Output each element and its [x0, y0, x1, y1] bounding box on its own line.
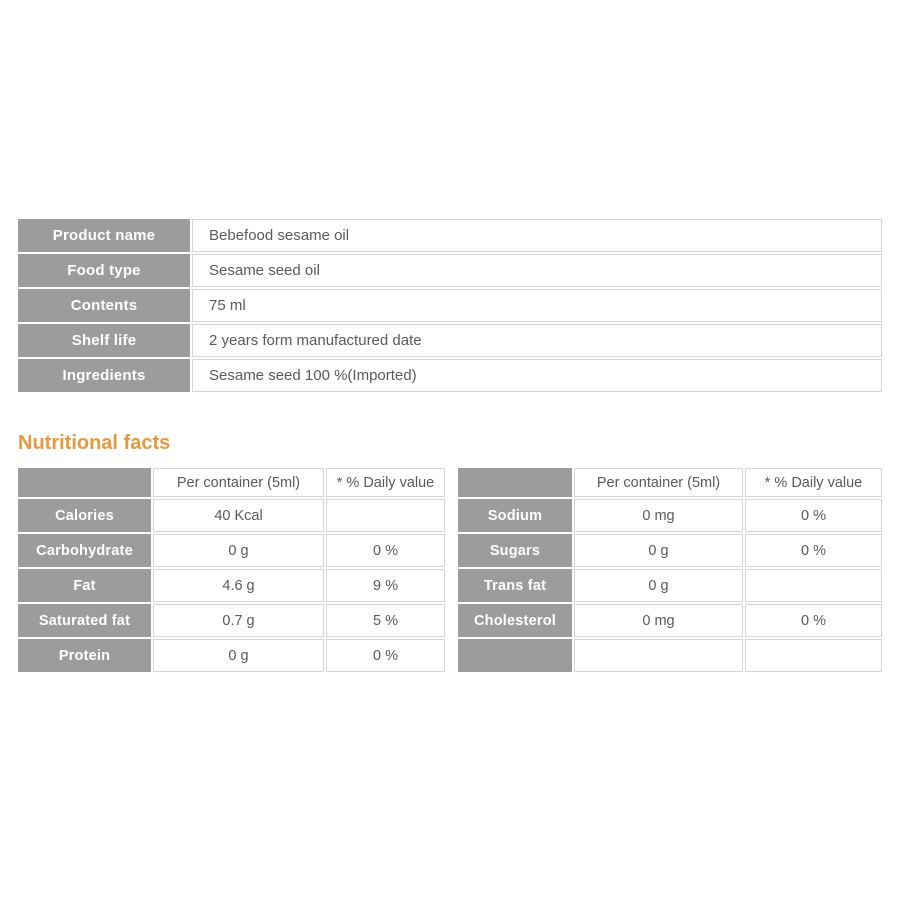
per-container-value: [574, 639, 743, 672]
nutrition-table-left: [16, 466, 447, 674]
row-value: 2 years form manufactured date: [192, 324, 882, 357]
daily-value: 0 %: [745, 604, 882, 637]
column-header-per-container: Per container (5ml): [574, 468, 743, 497]
nutrition-row: [458, 534, 882, 567]
nutrition-row-label: Calories: [18, 499, 151, 532]
nutrition-row-label: Sugars: [458, 534, 572, 567]
nutrition-row: [18, 534, 445, 567]
daily-value: 0 %: [745, 534, 882, 567]
column-header-daily-value: * % Daily value: [745, 468, 882, 497]
per-container-value: 0 mg: [574, 499, 743, 532]
column-header-per-container: Per container (5ml): [153, 468, 324, 497]
per-container-value: 4.6 g: [153, 569, 324, 602]
nutrition-row-label: Protein: [18, 639, 151, 672]
corner-cell: [458, 468, 572, 497]
row-value: 75 ml: [192, 289, 882, 322]
row-label: Contents: [18, 289, 190, 322]
daily-value: 5 %: [326, 604, 445, 637]
nutrition-header-row: [18, 468, 445, 497]
nutritional-facts-heading: Nutritional facts: [18, 432, 171, 454]
nutrition-row-label: [458, 639, 572, 672]
nutrition-row: [458, 569, 882, 602]
nutrition-row: [18, 499, 445, 532]
product-info-row: [18, 324, 882, 357]
row-value: Sesame seed 100 %(Imported): [192, 359, 882, 392]
row-value: Bebefood sesame oil: [192, 219, 882, 252]
nutrition-row-label: Cholesterol: [458, 604, 572, 637]
nutrition-row: [18, 569, 445, 602]
product-info-row: [18, 254, 882, 287]
nutrition-row-label: Sodium: [458, 499, 572, 532]
per-container-value: 0 mg: [574, 604, 743, 637]
row-label: Food type: [18, 254, 190, 287]
product-info-table: [16, 217, 884, 394]
nutrition-row: [18, 639, 445, 672]
nutrition-row: [458, 604, 882, 637]
nutrition-row: [458, 499, 882, 532]
per-container-value: 0.7 g: [153, 604, 324, 637]
nutrition-row-label: Trans fat: [458, 569, 572, 602]
daily-value: 9 %: [326, 569, 445, 602]
daily-value: 0 %: [326, 534, 445, 567]
row-value: Sesame seed oil: [192, 254, 882, 287]
row-label: Shelf life: [18, 324, 190, 357]
row-label: Ingredients: [18, 359, 190, 392]
nutrition-row-label: Carbohydrate: [18, 534, 151, 567]
daily-value: [326, 499, 445, 532]
product-info-row: [18, 219, 882, 252]
per-container-value: 0 g: [574, 534, 743, 567]
per-container-value: 0 g: [574, 569, 743, 602]
row-label: Product name: [18, 219, 190, 252]
daily-value: [745, 569, 882, 602]
column-header-daily-value: * % Daily value: [326, 468, 445, 497]
daily-value: 0 %: [745, 499, 882, 532]
per-container-value: 0 g: [153, 639, 324, 672]
corner-cell: [18, 468, 151, 497]
product-info-row: [18, 359, 882, 392]
nutrition-row-blank: [458, 639, 882, 672]
daily-value: [745, 639, 882, 672]
per-container-value: 0 g: [153, 534, 324, 567]
nutrition-row-label: Saturated fat: [18, 604, 151, 637]
daily-value: 0 %: [326, 639, 445, 672]
nutrition-row-label: Fat: [18, 569, 151, 602]
nutrition-header-row: [458, 468, 882, 497]
per-container-value: 40 Kcal: [153, 499, 324, 532]
product-info-row: [18, 289, 882, 322]
nutrition-table-right: [456, 466, 884, 674]
nutrition-row: [18, 604, 445, 637]
